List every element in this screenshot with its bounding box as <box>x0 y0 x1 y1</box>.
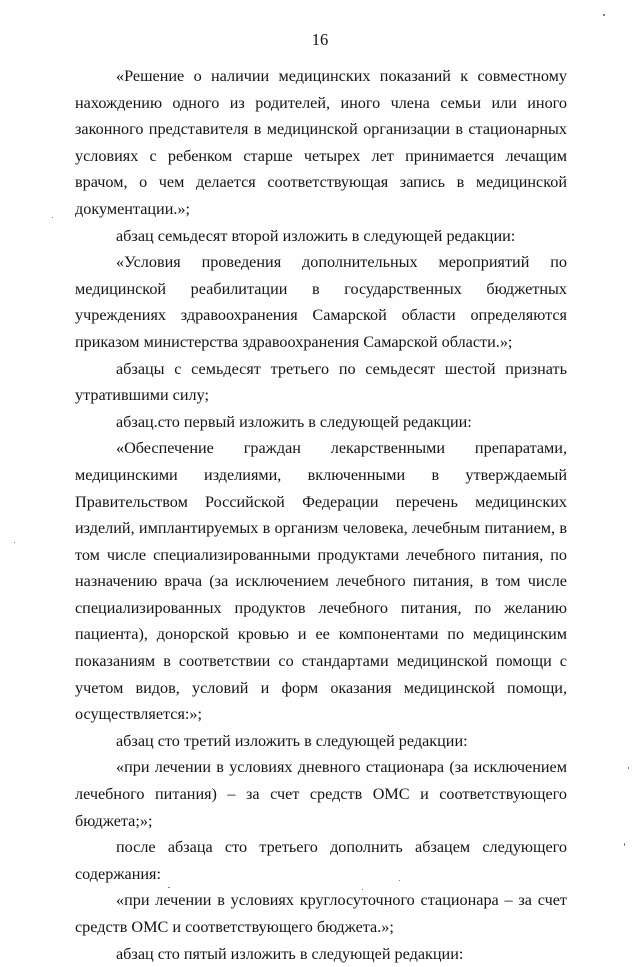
scan-speck <box>362 889 363 890</box>
paragraph-instruction-105: абзац сто пятый изложить в следующей редакции: <box>116 944 464 963</box>
document-body <box>75 63 567 967</box>
scan-speck <box>603 14 605 16</box>
scan-speck <box>168 887 170 888</box>
paragraph-instruction-add: после абзаца сто третьего дополнить абзацем следующего содержания: <box>75 838 567 883</box>
scan-speck <box>52 217 53 218</box>
paragraph-instruction-72: абзац семьдесят второй изложить в следующей редакции: <box>116 226 516 245</box>
scan-speck <box>14 542 15 543</box>
paragraph-quote-day-hospital: «при лечении в условиях дневного стационара (за исключением лечебного питания) – за счет средств ОМС и соответствующего бюджета;»; <box>75 758 567 830</box>
paragraph-quote-decision: «Решение о наличии медицинских показаний к совместному нахождению одного из родителей, иного члена семьи или иного законного представителя в медицинской организации в стационарных условиях с ребенком старше четырех лет принимается лечащим врачом, о чем делается соответствующая запись в медицинской документации.»; <box>75 67 567 218</box>
paragraph-instruction-73-76: абзацы с семьдесят третьего по семьдесят шестой признать утратившими силу; <box>75 359 567 405</box>
paragraph-instruction-103: абзац сто третий изложить в следующей редакции: <box>116 731 468 750</box>
paragraph-quote-rehabilitation: «Условия проведения дополнительных мероприятий по медицинской реабилитации в государственных бюджетных учреждениях здравоохранения Самарской области определяются приказом министерства здравоохранения Самарской области.»; <box>75 253 567 351</box>
page-number: 16 <box>311 30 329 49</box>
scan-speck <box>624 843 625 846</box>
scan-speck <box>628 767 629 769</box>
paragraph-quote-provision: «Обеспечение граждан лекарственными препаратами, медицинскими изделиями, включенными в утверждаемый Правительством Российской Федерации перечень медицинских изделий, имплантируемых в организм человека, лечебным питанием, в том числе специализированными продуктами лечебного питания, по назначению врача (за исключением лечебного питания, в том числе специализированных продуктов лечебного питания, по желанию пациента), донорской кровью и ее компонентами по медицинским показаниям в соответствии со стандартами медицинской помощи с учетом видов, условий и форм оказания медицинской помощи, осуществляется:»; <box>75 439 567 724</box>
paragraph-quote-round-clock: «при лечении в условиях круглосуточного стационара – за счет средств ОМС и соответствующего бюджета.»; <box>75 891 567 936</box>
scan-speck <box>399 880 400 881</box>
paragraph-instruction-101: абзац.сто первый изложить в следующей редакции: <box>116 412 472 431</box>
